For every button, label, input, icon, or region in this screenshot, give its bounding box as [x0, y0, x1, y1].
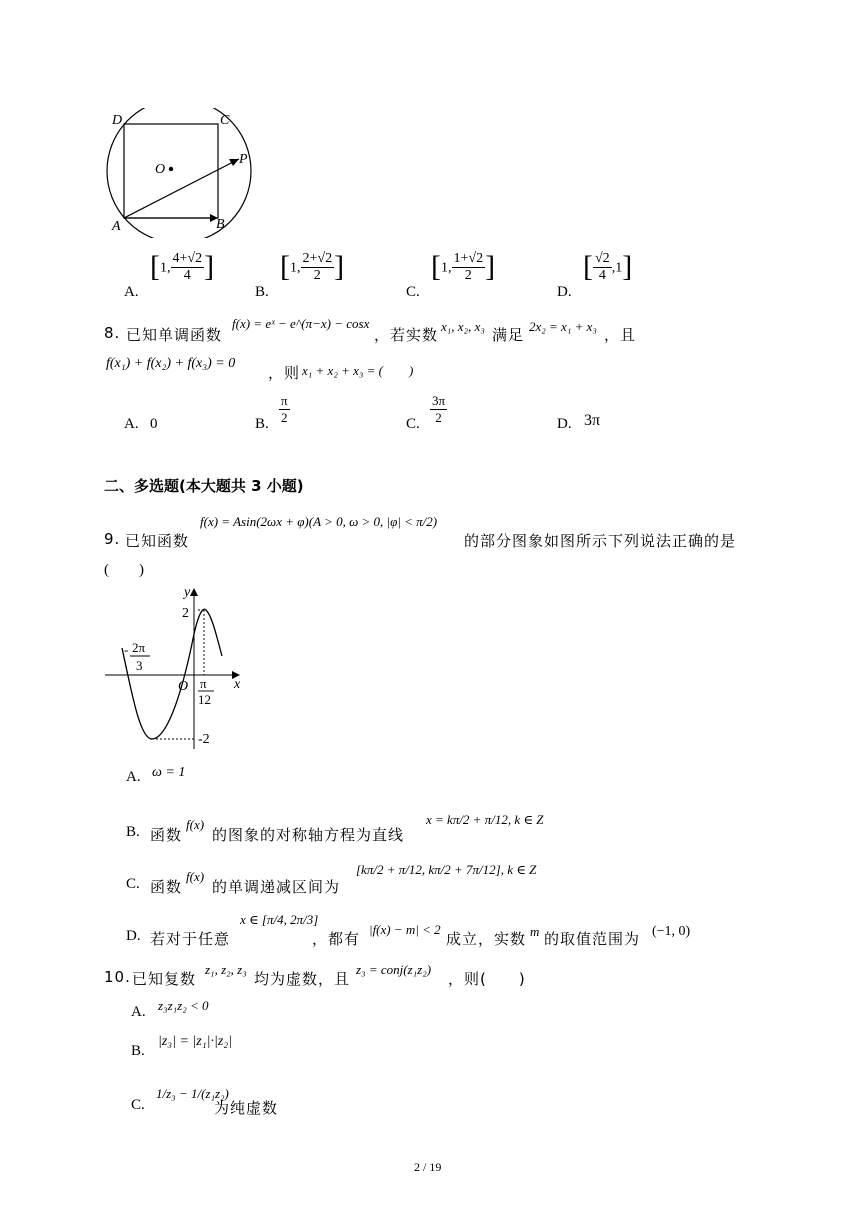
q7-option-d-math: [ $\frac{√2}{4}$ ,1]: [583, 250, 633, 283]
q9-option-b-f: f(x): [186, 817, 205, 832]
q8-option-c-math: $\frac{3\pi}{2}$: [432, 393, 446, 425]
q8-condition: 2x₂ = x₁ + x₃: [529, 319, 597, 334]
q9-option-d-m: m: [530, 924, 540, 939]
q8-number: 8.: [104, 324, 121, 342]
label-O: O: [155, 162, 166, 177]
q8-vars: x₁, x₂, x₃: [441, 319, 485, 334]
q8-text-4: ，且: [604, 326, 637, 344]
q8-equation: f(x₁) + f(x₂) + f(x₃) = 0: [106, 356, 236, 371]
q8-text-5: ，则: [268, 364, 301, 382]
q7-option-a-label: A.: [124, 284, 139, 300]
q10-option-a-label: A.: [131, 1004, 146, 1020]
label-B: B: [216, 217, 225, 232]
graph-label-ymin: -2: [198, 732, 210, 747]
circle-square-figure: [100, 108, 260, 238]
q9-option-b-eq: x = kπ/2 + π/12, k ∈ Z: [426, 812, 544, 827]
graph-label-xneg-num: 2π: [132, 640, 146, 655]
q9-option-c-eq: [kπ/2 + π/12, kπ/2 + 7π/12], k ∈ Z: [356, 862, 537, 877]
q10-option-a-text: z₃z₁z₂ < 0: [158, 998, 209, 1013]
graph-label-xpos-num: π: [200, 676, 207, 691]
graph-label-origin: O: [178, 679, 189, 694]
q9-text-1: 已知函数: [125, 532, 190, 550]
q10-number: 10.: [104, 968, 131, 986]
page-number: 2 / 19: [414, 1160, 442, 1174]
q10-option-b-text: |z₃| = |z₁|·|z₂|: [158, 1034, 232, 1049]
q9-option-d-text-1: 若对于任意: [150, 930, 231, 948]
q8-text-2: ，若实数: [374, 326, 439, 344]
q8-option-d-label: D.: [557, 416, 572, 432]
section-2-title: 二、多选题(本大题共 3 小题): [104, 477, 304, 495]
q8-text-1: 已知单调函数: [126, 326, 223, 344]
q7-option-c-label: C.: [406, 284, 420, 300]
q9-option-d-ineq: |f(x) − m| < 2: [369, 922, 441, 937]
q9-option-d-label: D.: [126, 928, 141, 944]
label-P: P: [239, 152, 248, 167]
q9-option-c-text-2: 的单调递减区间为: [212, 878, 341, 896]
q9-paren: ( ): [104, 562, 144, 578]
q7-option-b-math: [1, $\frac{2+√2}{2}$ ]: [280, 250, 345, 283]
q8-option-a-value: 0: [150, 416, 158, 432]
graph-label-y: y: [184, 585, 191, 600]
q7-option-c-math: [1, $\frac{1+√2}{2}$ ]: [431, 250, 496, 283]
q9-option-d-range: x ∈ [π/4, 2π/3]: [240, 912, 319, 927]
q10-option-c-tail: 为纯虚数: [214, 1099, 279, 1117]
q8-function: f(x) = eˣ − e^(π−x) − cosx: [232, 316, 370, 331]
q9-option-d-text-4: 的取值范围为: [544, 930, 641, 948]
q10-text-1: 已知复数: [132, 970, 197, 988]
q9-option-b-text-2: 的图象的对称轴方程为直线: [212, 826, 405, 844]
q9-option-a-text: ω = 1: [152, 765, 186, 780]
q8-ask: x₁ + x₂ + x₃ = ( ): [302, 363, 414, 378]
q10-option-c-label: C.: [131, 1097, 145, 1113]
q9-option-b-label: B.: [126, 824, 140, 840]
q7-option-a-math: [1, $\frac{4+√2}{4}$ ]: [150, 250, 215, 283]
graph-label-ymax: 2: [182, 606, 189, 621]
q9-option-a-label: A.: [126, 769, 141, 785]
sine-graph: [100, 584, 250, 754]
q9-option-c-f: f(x): [186, 869, 205, 884]
q9-option-b-text-1: 函数: [150, 826, 183, 844]
q9-function: f(x) = Asin(2ωx + φ)(A > 0, ω > 0, |φ| < π/2): [200, 514, 438, 529]
q10-option-b-label: B.: [131, 1043, 145, 1059]
q9-option-d-answer: (−1, 0): [652, 924, 691, 939]
q9-option-c-text-1: 函数: [150, 878, 183, 896]
q9-number: 9.: [104, 530, 121, 548]
q8-option-c-label: C.: [406, 416, 420, 432]
graph-label-xneg-minus: -: [124, 642, 129, 657]
q7-option-d-label: D.: [557, 284, 572, 300]
label-D: D: [112, 113, 123, 128]
q9-option-c-label: C.: [126, 876, 140, 892]
q10-option-c-text: 1/z₃ − 1/(z₁z₂): [156, 1086, 229, 1101]
q8-text-3: 满足: [492, 326, 525, 344]
q10-text-3: ，则( ): [448, 970, 526, 988]
graph-label-xpos-den: 12: [198, 692, 211, 707]
q10-condition: z₃ = conj(z₁z₂): [356, 962, 432, 977]
graph-label-xneg-den: 3: [136, 658, 143, 673]
label-C: C: [220, 113, 230, 128]
q9-option-d-text-3: 成立，实数: [446, 930, 527, 948]
q7-option-b-label: B.: [255, 284, 269, 300]
q8-option-a-label: A.: [124, 416, 139, 432]
q10-text-2: 均为虚数，且: [254, 970, 351, 988]
q9-text-2: 的部分图象如图所示下列说法正确的是: [464, 532, 737, 550]
q10-vars: z₁, z₂, z₃: [205, 962, 247, 977]
q9-option-d-text-2: ，都有: [312, 930, 361, 948]
q8-option-d-value: 3π: [584, 412, 601, 429]
label-A: A: [112, 219, 121, 234]
graph-label-x: x: [234, 677, 241, 692]
q8-option-b-label: B.: [255, 416, 269, 432]
q8-option-b-math: $\frac{\pi}{2}$: [281, 393, 288, 425]
